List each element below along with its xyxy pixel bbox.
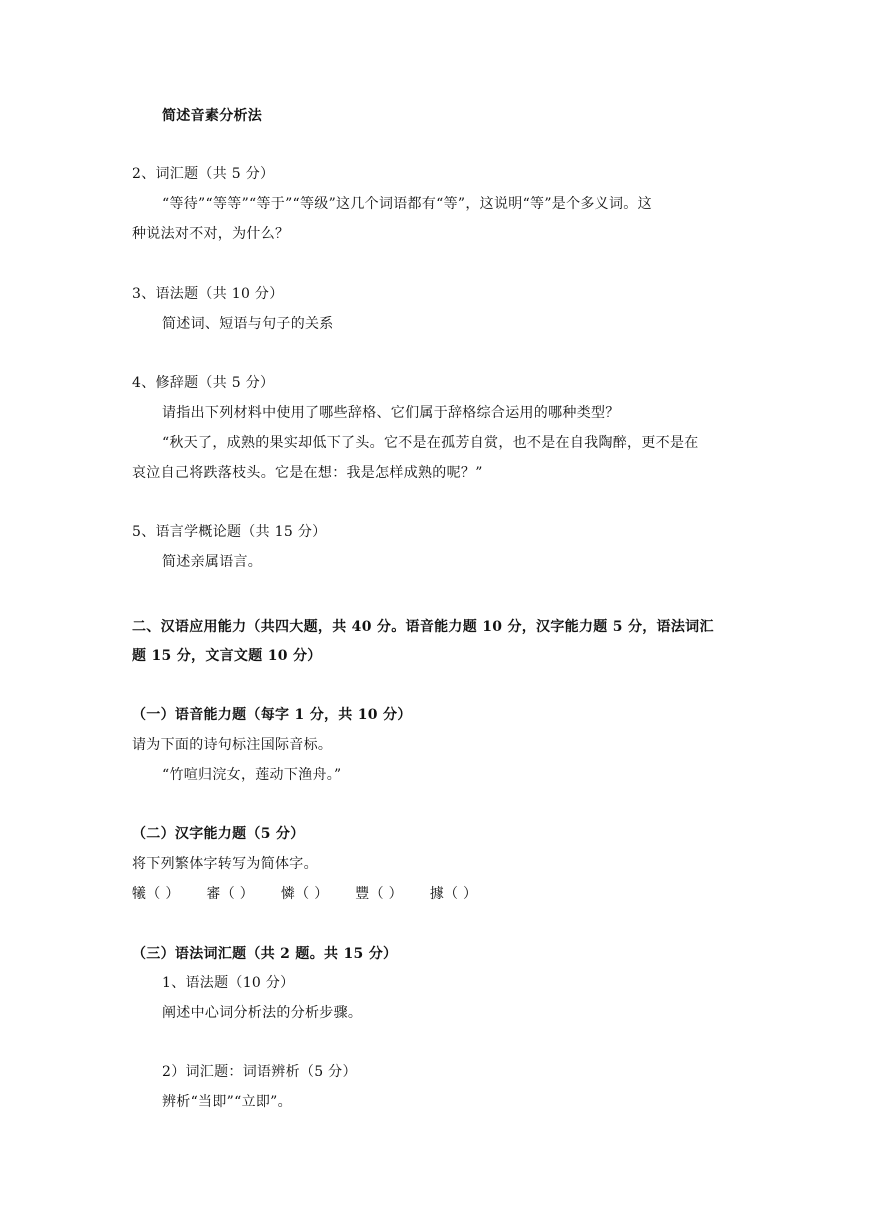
question-3-text: 简述词、短语与句子的关系 (162, 316, 334, 332)
question-4-quote-line-2: 哀泣自己将跌落枝头。它是在想：我是怎样成熟的呢？” (132, 465, 483, 481)
subsection-1-title: （一）语音能力题（每字 1 分，共 10 分） (132, 707, 412, 723)
part-2-heading-line-2: 题 15 分，文言文题 10 分） (132, 648, 322, 664)
subsection-3-item-2-text: 辨析“当即”“立即”。 (162, 1094, 292, 1110)
subsection-3-item-2-title: 2）词汇题：词语辨析（5 分） (162, 1064, 357, 1080)
question-5-title: 5、语言学概论题（共 15 分） (132, 524, 327, 540)
character-blank: 憐（ ） (280, 886, 329, 902)
question-4-title: 4、修辞题（共 5 分） (132, 375, 275, 391)
part-2-heading-line-1: 二、汉语应用能力（共四大题，共 40 分。语音能力题 10 分，汉字能力题 5 分，语法词汇 (132, 619, 714, 635)
question-4-prompt: 请指出下列材料中使用了哪些辞格、它们属于辞格综合运用的哪种类型？ (162, 405, 620, 421)
question-2-text-line-1: “等待”“等等”“等于”“等级”这几个词语都有“等”，这说明“等”是个多义词。这 (162, 196, 652, 212)
question-5-text: 简述亲属语言。 (162, 554, 263, 570)
question-4-quote-line-1: “秋天了，成熟的果实却低下了头。它不是在孤芳自赏，也不是在自我陶醉，更不是在 (162, 435, 699, 451)
subsection-1-prompt: 请为下面的诗句标注国际音标。 (132, 737, 333, 753)
subsection-2-title: （二）汉字能力题（5 分） (132, 826, 305, 842)
question-2-text-line-2: 种说法对不对，为什么？ (132, 226, 290, 242)
subsection-1-poem: “竹喧归浣女，莲动下渔舟。” (162, 767, 342, 783)
character-blank: 犧（ ） (132, 886, 180, 902)
subsection-3-title: （三）语法词汇题（共 2 题。共 15 分） (132, 946, 398, 962)
subsection-3-item-1-text: 阐述中心词分析法的分析步骤。 (162, 1005, 363, 1021)
character-blank: 據（ ） (429, 886, 478, 902)
subsection-3-item-1-title: 1、语法题（10 分） (162, 975, 295, 991)
subsection-2-prompt: 将下列繁体字转写为简体字。 (132, 856, 318, 872)
traditional-character-list (132, 884, 499, 904)
character-blank: 審（ ） (206, 886, 255, 902)
character-blank: 豐（ ） (355, 886, 403, 902)
question-2-title: 2、词汇题（共 5 分） (132, 166, 275, 182)
section-heading: 简述音素分析法 (162, 108, 263, 124)
question-3-title: 3、语法题（共 10 分） (132, 286, 284, 302)
